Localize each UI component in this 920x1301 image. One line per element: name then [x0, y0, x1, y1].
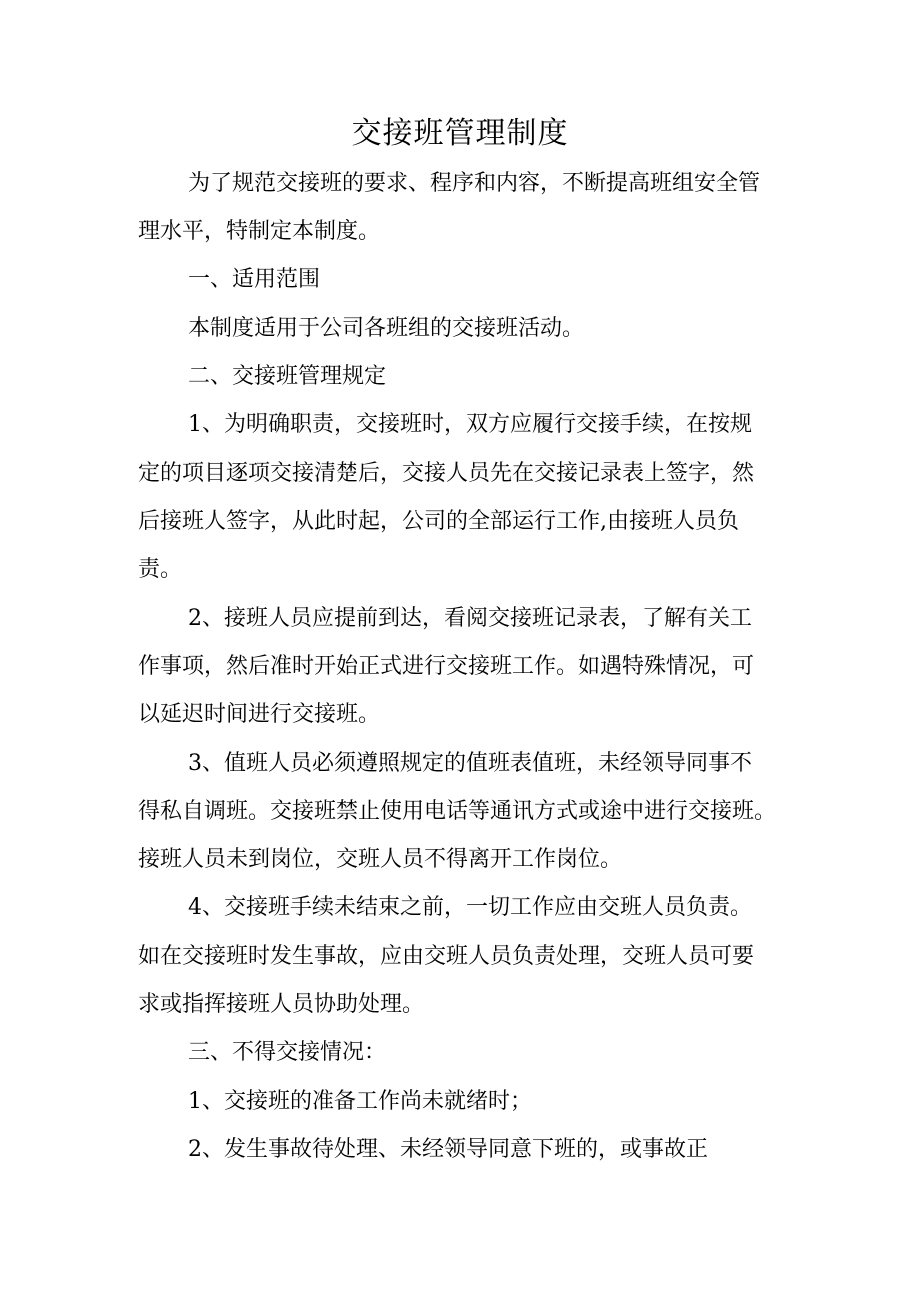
- section-heading: 一、适用范围: [188, 267, 321, 292]
- section-heading: 二、交接班管理规定: [188, 364, 387, 389]
- paragraph-line: 1、为明确职责，交接班时，双方应履行交接手续，在按规: [188, 412, 752, 437]
- paragraph-line: 作事项，然后准时开始正式进行交接班工作。如遇特殊情况，可: [138, 654, 755, 679]
- paragraph-line: 2、接班人员应提前到达，看阅交接班记录表，了解有关工: [188, 606, 752, 631]
- list-item: 2、发生事故待处理、未经领导同意下班的，或事故正: [188, 1137, 708, 1162]
- paragraph-line: 责。: [138, 557, 183, 582]
- paragraph-line: 接班人员未到岗位，交班人员不得离开工作岗位。: [138, 847, 623, 872]
- paragraph-line: 4、交接班手续未结束之前，一切工作应由交班人员负责。: [188, 895, 752, 920]
- list-item: 1、交接班的准备工作尚未就绪时；: [188, 1089, 532, 1114]
- paragraph-line: 理水平，特制定本制度。: [138, 219, 381, 244]
- paragraph-line: 后接班人签字，从此时起，公司的全部运行工作,由接班人员负: [138, 509, 739, 534]
- paragraph-line: 得私自调班。交接班禁止使用电话等通讯方式或途中进行交接班。: [138, 799, 777, 824]
- paragraph-line: 3、值班人员必须遵照规定的值班表值班，未经领导同事不: [188, 751, 752, 776]
- paragraph-line: 以延迟时间进行交接班。: [138, 702, 381, 727]
- paragraph-line: 如在交接班时发生事故，应由交班人员负责处理，交班人员可要: [138, 944, 755, 969]
- paragraph-line: 求或指挥接班人员协助处理。: [138, 992, 425, 1017]
- paragraph-line: 本制度适用于公司各班组的交接班活动。: [188, 316, 585, 341]
- document-title: 交接班管理制度: [351, 116, 569, 151]
- paragraph-line: 定的项目逐项交接清楚后，交接人员先在交接记录表上签字，然: [138, 461, 755, 486]
- section-heading: 三、不得交接情况：: [188, 1040, 387, 1065]
- paragraph-line: 为了规范交接班的要求、程序和内容，不断提高班组安全管: [188, 171, 761, 196]
